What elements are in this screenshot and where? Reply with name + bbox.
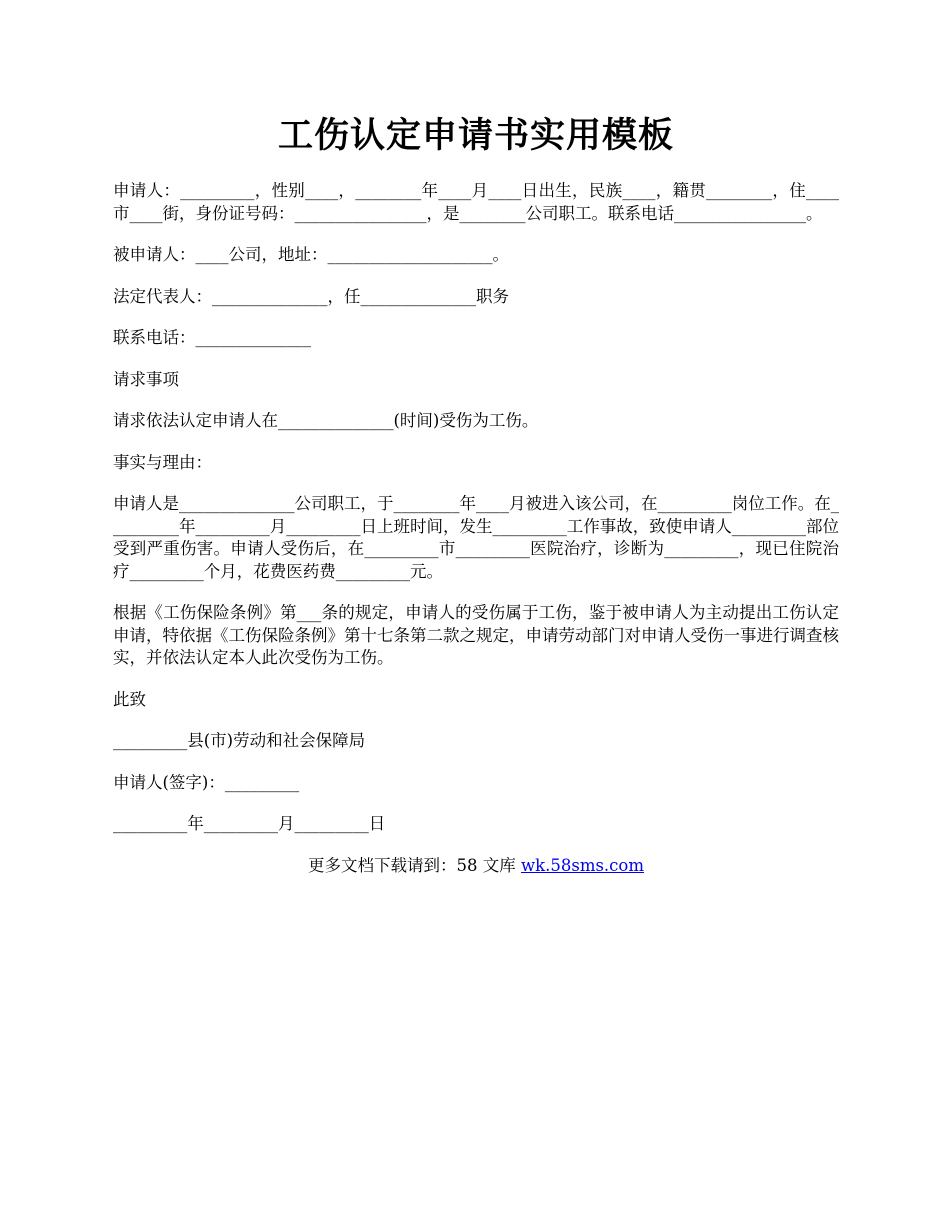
download-footer xyxy=(113,855,839,878)
applicant-info-paragraph: 申请人：_________，性别____，________年____月____日出生，民族____，籍贯________，住____市____街，身份证号码：________________，是________公司职工。联系电话________________。 xyxy=(113,181,839,223)
date-paragraph: _________年_________月_________日 xyxy=(113,814,386,833)
footer-prefix: 更多文档下载请到：58 文库 xyxy=(307,855,521,875)
footer-link[interactable]: wk.58sms.com xyxy=(520,855,644,875)
facts-heading: 事实与理由： xyxy=(113,452,212,472)
recipient-paragraph: _________县(市)劳动和社会保障局 xyxy=(113,731,366,750)
respondent-paragraph: 被申请人：____公司，地址：____________________。 xyxy=(113,245,509,264)
legal-representative-paragraph: 法定代表人：______________，任______________职务 xyxy=(113,286,509,306)
salutation-paragraph: 此致 xyxy=(113,689,146,709)
document-title: 工伤认定申请书实用模板 xyxy=(277,115,674,156)
document-page xyxy=(113,0,839,877)
request-heading: 请求事项 xyxy=(113,369,179,389)
request-paragraph: 请求依法认定申请人在______________(时间)受伤为工伤。 xyxy=(113,411,539,430)
legal-basis-paragraph: 根据《工伤保险条例》第___条的规定，申请人的受伤属于工伤，鉴于被申请人为主动提出工伤认定申请，特依据《工伤保险条例》第十七条第二款之规定，申请劳动部门对申请人受伤一事进行调查核实，并依法认定本人此次受伤为工伤。 xyxy=(113,603,839,667)
facts-paragraph: 申请人是______________公司职工，于________年____月被进入该公司，在_________岗位工作。在_________年_________月_________日上班时间，发生_________工作事故，致使申请人_________部位受到严重伤害。申请人受伤后，在_________市_________医院治疗，诊断为_________，现已住院治疗_________个月，花费医药费_________元。 xyxy=(113,494,839,581)
contact-phone-paragraph: 联系电话：______________ xyxy=(113,328,311,347)
signature-paragraph: 申请人(签字)：_________ xyxy=(113,772,300,792)
